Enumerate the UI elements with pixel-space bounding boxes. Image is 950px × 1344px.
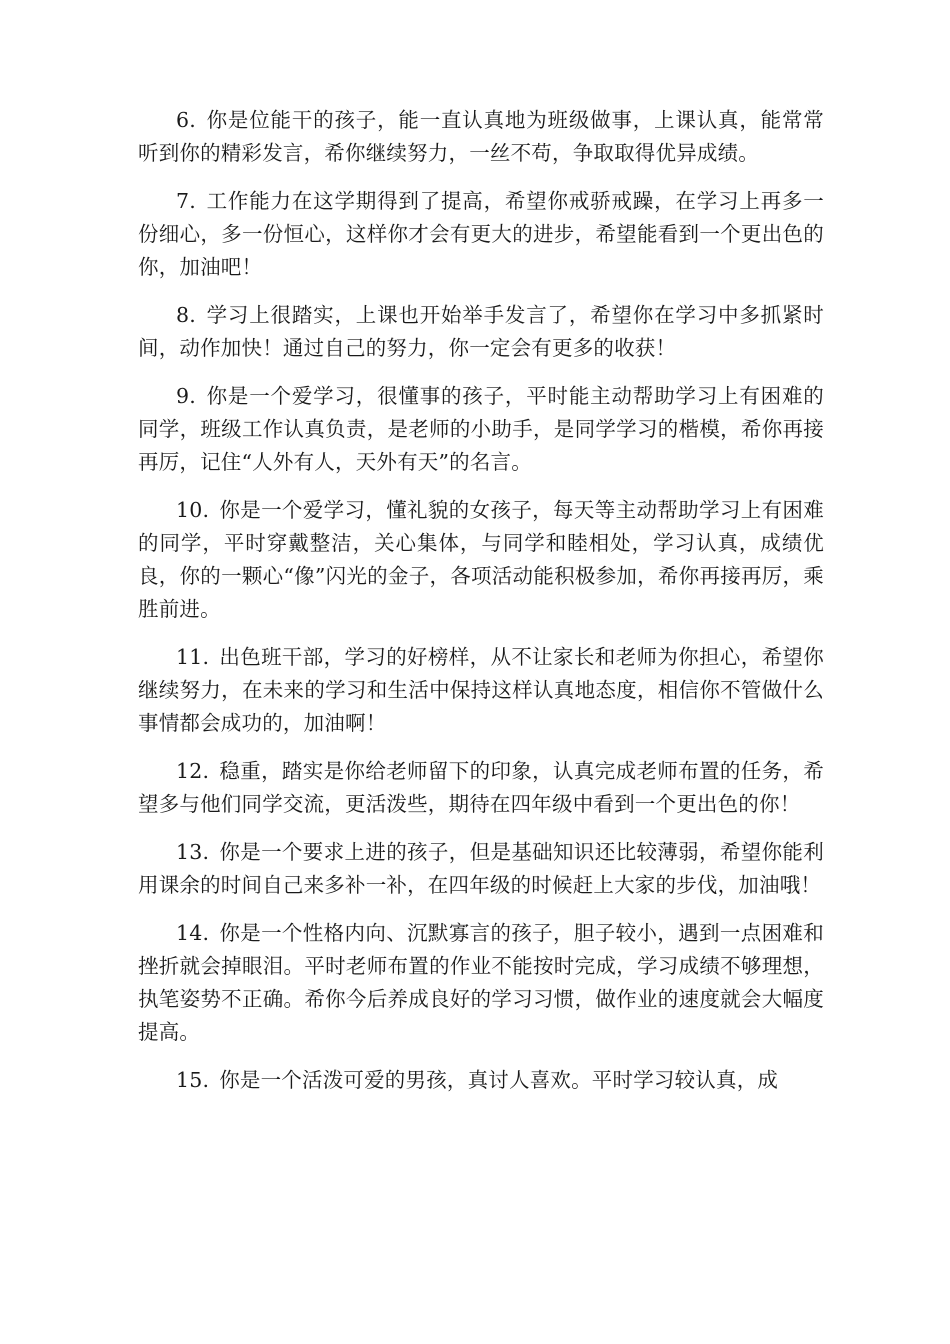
paragraph-6: [138, 104, 824, 170]
paragraph-number: 9.: [176, 384, 196, 408]
paragraph-text: 你是一个活泼可爱的男孩，真讨人喜欢。平时学习较认真，成: [219, 1068, 779, 1092]
paragraph-number: 7.: [176, 189, 196, 213]
paragraph-text: 你是一个要求上进的孩子，但是基础知识还比较薄弱，希望你能利用课余的时间自己来多补一补，在四年级的时候赶上大家的步伐，加油哦！: [138, 840, 824, 897]
paragraph-12: [138, 755, 824, 821]
paragraph-13: [138, 836, 824, 902]
paragraph-text: 出色班干部，学习的好榜样，从不让家长和老师为你担心，希望你继续努力，在未来的学习和生活中保持这样认真地态度，相信你不管做什么事情都会成功的，加油啊！: [138, 645, 824, 735]
paragraph-14: [138, 917, 824, 1049]
paragraph-number: 8.: [176, 303, 196, 327]
document-body: [138, 104, 824, 1112]
paragraph-text: 你是一个爱学习，懂礼貌的女孩子，每天等主动帮助学习上有困难的同学，平时穿戴整洁，关心集体，与同学和睦相处，学习认真，成绩优良，你的一颗心“像”闪光的金子，各项活动能积极参加，希你再接再厉，乘胜前进。: [138, 498, 824, 621]
paragraph-number: 6.: [176, 108, 196, 132]
paragraph-number: 11.: [176, 645, 210, 669]
paragraph-15: [138, 1064, 824, 1097]
paragraph-9: [138, 380, 824, 479]
paragraph-text: 稳重，踏实是你给老师留下的印象，认真完成老师布置的任务，希望多与他们同学交流，更活泼些，期待在四年级中看到一个更出色的你！: [138, 759, 824, 816]
paragraph-number: 13.: [176, 840, 210, 864]
paragraph-text: 工作能力在这学期得到了提高，希望你戒骄戒躁，在学习上再多一份细心，多一份恒心，这样你才会有更大的进步，希望能看到一个更出色的你，加油吧！: [138, 189, 824, 279]
paragraph-text: 你是一个性格内向、沉默寡言的孩子，胆子较小，遇到一点困难和挫折就会掉眼泪。平时老师布置的作业不能按时完成，学习成绩不够理想，执笔姿势不正确。希你今后养成良好的学习习惯，做作业的速度就会大幅度提高。: [138, 921, 824, 1044]
paragraph-text: 学习上很踏实，上课也开始举手发言了，希望你在学习中多抓紧时间，动作加快！通过自己的努力，你一定会有更多的收获！: [138, 303, 824, 360]
paragraph-7: [138, 185, 824, 284]
paragraph-11: [138, 641, 824, 740]
paragraph-number: 12.: [176, 759, 210, 783]
paragraph-number: 14.: [176, 921, 210, 945]
paragraph-10: [138, 494, 824, 626]
paragraph-number: 15.: [176, 1068, 210, 1092]
paragraph-8: [138, 299, 824, 365]
paragraph-text: 你是位能干的孩子，能一直认真地为班级做事，上课认真，能常常听到你的精彩发言，希你继续努力，一丝不苟，争取取得优异成绩。: [138, 108, 824, 165]
paragraph-text: 你是一个爱学习，很懂事的孩子，平时能主动帮助学习上有困难的同学，班级工作认真负责，是老师的小助手，是同学学习的楷模，希你再接再厉，记住“人外有人，天外有天”的名言。: [138, 384, 824, 474]
paragraph-number: 10.: [176, 498, 210, 522]
